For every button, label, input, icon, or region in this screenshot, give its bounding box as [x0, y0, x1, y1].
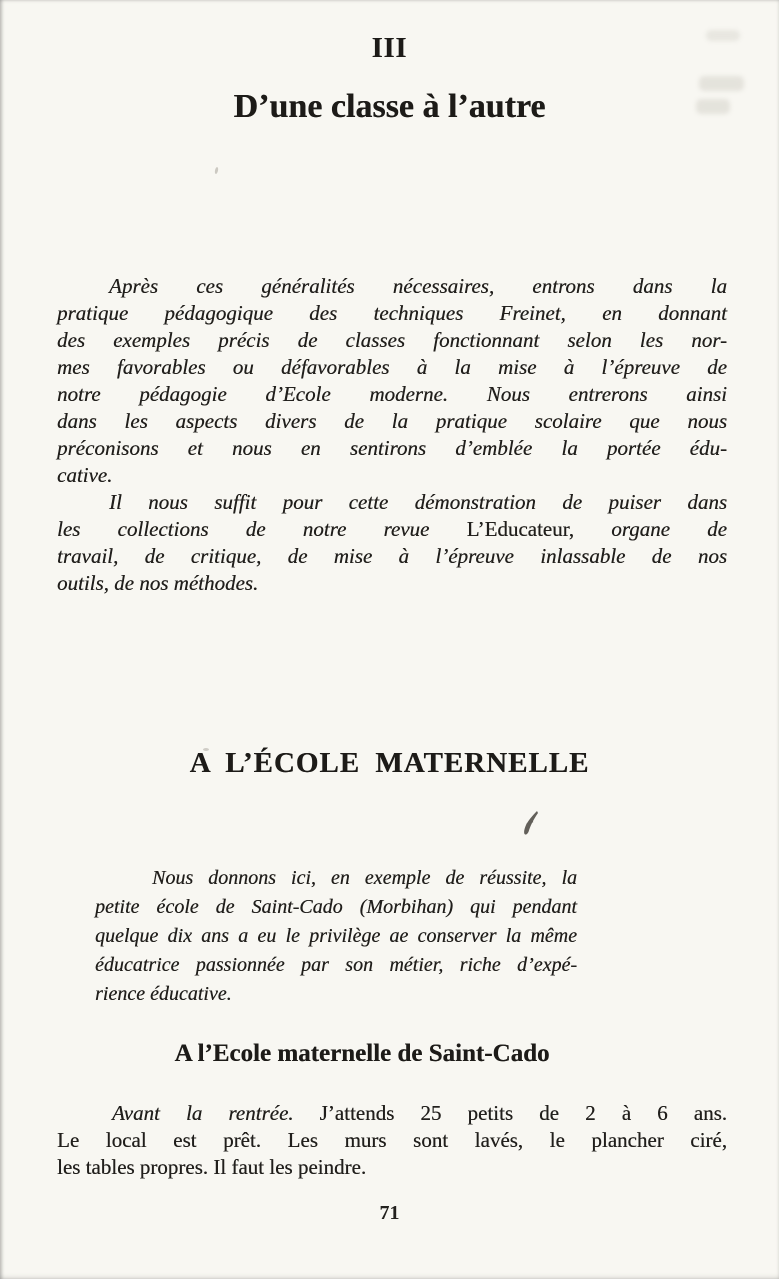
text-run: travail, de critique, de mise à l’épreuve inlassable de nos [57, 544, 727, 568]
paragraph-example [95, 864, 577, 1009]
text-run: Avant la rentrée. [112, 1101, 294, 1125]
ink-mark-artifact [518, 808, 542, 838]
bleedthrough-smudge [696, 99, 730, 114]
text-line [57, 462, 727, 489]
text-run: organe de [574, 517, 727, 541]
paragraph-intro-2 [57, 489, 727, 597]
text-run: petite école de Saint-Cado (Morbihan) qui pendant [95, 896, 577, 918]
text-run: préconisons et nous en sentirons d’emblée la portée édu- [57, 436, 727, 460]
text-line [57, 1127, 727, 1154]
body-text-block [57, 1100, 727, 1181]
text-run: L’Educateur, [466, 517, 575, 541]
bleedthrough-smudge [706, 30, 740, 41]
text-line [57, 543, 727, 570]
text-run: éducatrice passionnée par son métier, riche d’expé- [95, 954, 577, 976]
text-run: Après ces généralités nécessaires, entrons dans la [109, 274, 727, 298]
text-run: les collections de notre revue [57, 517, 467, 541]
text-line [57, 516, 727, 543]
text-run: mes favorables ou défavorables à la mise à l’épreuve de [57, 355, 727, 379]
text-line [57, 300, 727, 327]
text-run: quelque dix ans a eu le privilège ae conserver la même [95, 925, 577, 947]
text-run: Nous donnons ici, en exemple de réussite, la [152, 867, 577, 889]
text-line [57, 1100, 727, 1127]
text-line [57, 408, 727, 435]
intro-text-block [57, 273, 727, 597]
text-run: des exemples précis de classes fonctionnant selon les nor- [57, 328, 727, 352]
text-run: pratique pédagogique des techniques Freinet, en donnant [57, 301, 727, 325]
chapter-number: III [371, 33, 408, 64]
text-run: outils, de nos méthodes. [57, 571, 259, 595]
ink-speck [214, 167, 218, 174]
text-line [95, 864, 577, 893]
text-line [57, 570, 727, 597]
subsection-heading: A l’Ecole maternelle de Saint-Cado [174, 1040, 550, 1067]
chapter-title: D’une classe à l’autre [233, 88, 546, 125]
bleedthrough-smudge [699, 76, 744, 91]
text-run: notre pédagogie d’Ecole moderne. Nous entrerons ainsi [57, 382, 727, 406]
text-line [57, 327, 727, 354]
text-line [57, 1154, 727, 1181]
text-run: rience éducative. [95, 983, 232, 1005]
text-line [57, 381, 727, 408]
text-line [95, 980, 577, 1009]
page-number: 71 [379, 1202, 400, 1224]
text-run: Il nous suffit pour cette démonstration de puiser dans [109, 490, 727, 514]
text-run: les tables propres. Il faut les peindre. [57, 1155, 367, 1179]
quote-text-block [95, 864, 577, 1009]
text-line [95, 922, 577, 951]
text-run: Le local est prêt. Les murs sont lavés, le plancher ciré, [57, 1128, 727, 1152]
text-line [95, 893, 577, 922]
text-line [57, 489, 727, 516]
text-run: cative. [57, 463, 113, 487]
text-line [57, 435, 727, 462]
text-run: J’attends 25 petits de 2 à 6 ans. [293, 1101, 727, 1125]
text-line [95, 951, 577, 980]
text-line [57, 273, 727, 300]
text-run: dans les aspects divers de la pratique scolaire que nous [57, 409, 727, 433]
paragraph-rentree [57, 1100, 727, 1181]
section-heading: A L’ÉCOLE MATERNELLE [189, 747, 590, 779]
text-line [57, 354, 727, 381]
paragraph-intro-1 [57, 273, 727, 489]
